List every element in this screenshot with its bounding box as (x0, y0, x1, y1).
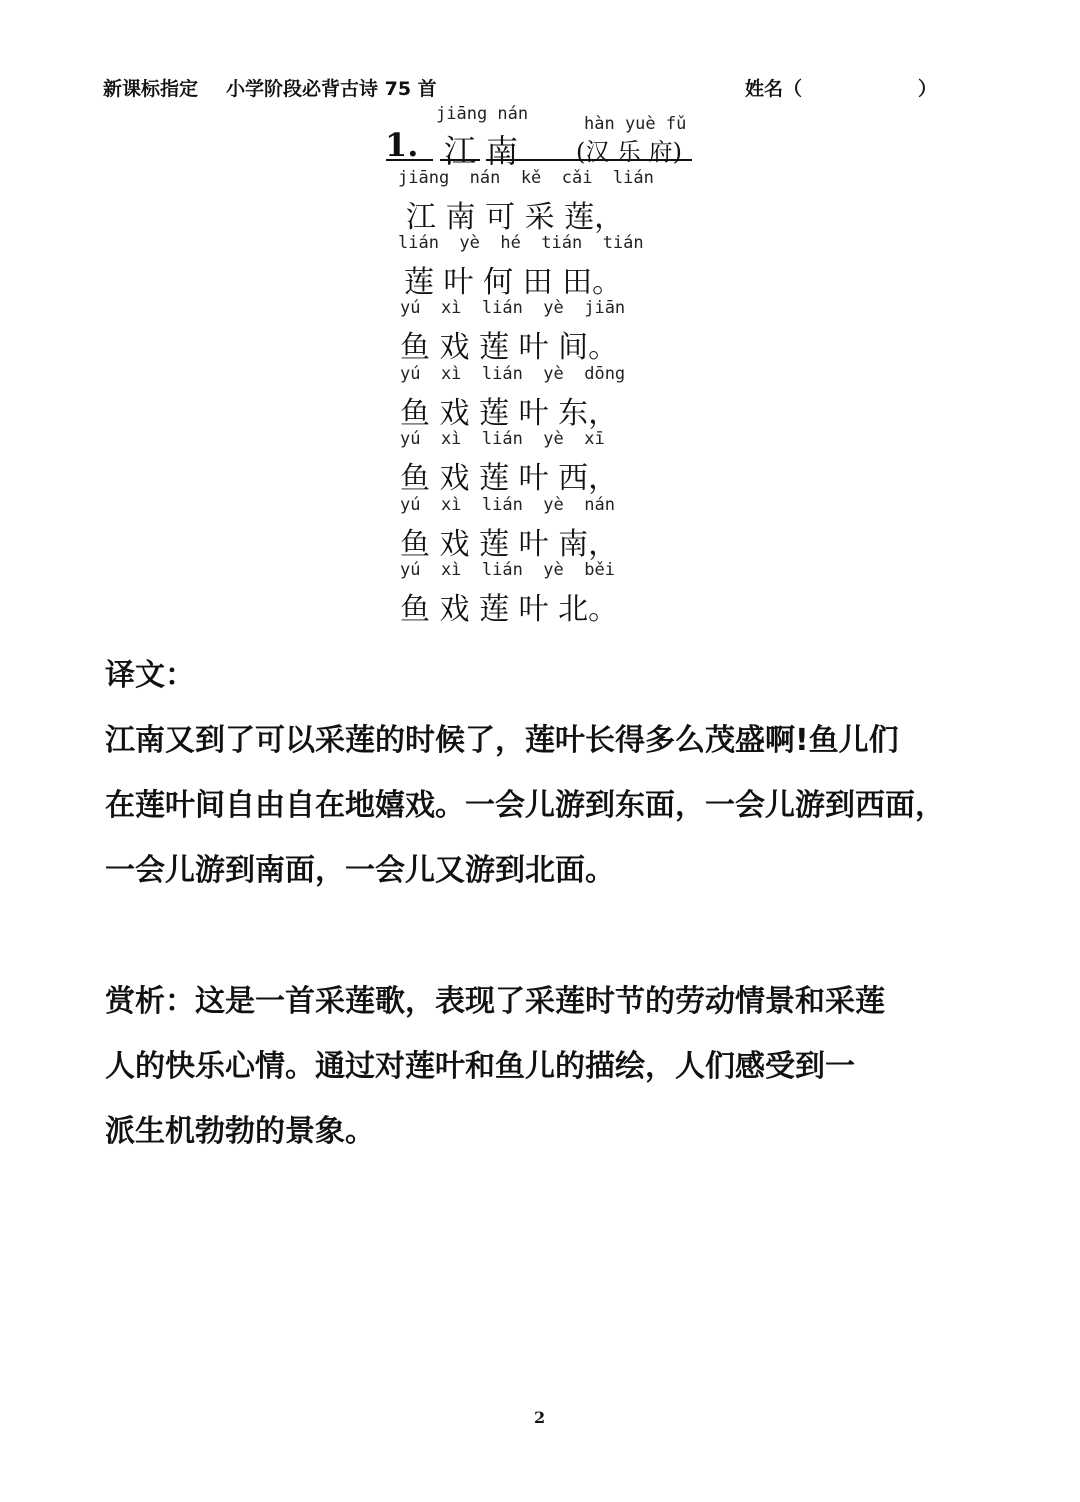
header-title: 小学阶段必背古诗 75 首 (226, 78, 437, 100)
poem-line-pinyin: yú xì lián yè dōng (400, 364, 626, 384)
translation-label: 译文： (105, 658, 195, 693)
poem-line-pinyin: yú xì lián yè běi (400, 560, 615, 580)
title-underline (440, 159, 480, 161)
title-underline (486, 159, 692, 161)
poem-line-pinyin: yú xì lián yè xī (400, 429, 605, 449)
title-underline (386, 159, 433, 161)
poem-author: (汉 乐 府) (576, 138, 682, 166)
poem-line-text: 鱼 戏 莲 叶 间。 (400, 330, 619, 365)
poem-line-pinyin: yú xì lián yè jiān (400, 298, 626, 318)
poem-line-pinyin: lián yè hé tián tián (398, 233, 644, 253)
poem-line-text: 鱼 戏 莲 叶 东， (400, 396, 619, 431)
name-close: ） (918, 78, 938, 100)
poem-line-text: 鱼 戏 莲 叶 西， (400, 461, 619, 496)
poem-line-pinyin: yú xì lián yè nán (400, 495, 615, 515)
name-label: 姓名（ (745, 78, 803, 100)
translation-line: 江南又到了可以采莲的时候了，莲叶长得多么茂盛啊!鱼儿们 (105, 723, 899, 758)
poem-line-text: 莲 叶 何 田 田。 (404, 265, 623, 300)
page-number: 2 (534, 1408, 546, 1427)
poem-line-pinyin: jiāng nán kě cǎi lián (398, 168, 654, 188)
appreciation-line: 赏析：这是一首采莲歌，表现了采莲时节的劳动情景和采莲 (105, 984, 885, 1019)
poem-line-text: 鱼 戏 莲 叶 南， (400, 527, 619, 562)
author-pinyin: hàn yuè fǔ (584, 114, 687, 134)
translation-line: 一会儿游到南面，一会儿又游到北面。 (105, 853, 615, 888)
poem-title: 江 南 (444, 132, 519, 170)
appreciation-line: 派生机勃勃的景象。 (105, 1114, 375, 1149)
title-pinyin: jiāng nán (436, 104, 529, 124)
translation-line: 在莲叶间自由自在地嬉戏。一会儿游到东面，一会儿游到西面， (105, 788, 945, 823)
appreciation-line: 人的快乐心情。通过对莲叶和鱼儿的描绘，人们感受到一 (105, 1049, 855, 1084)
poem-line-text: 鱼 戏 莲 叶 北。 (400, 592, 619, 627)
header-series: 新课标指定 (103, 78, 199, 100)
poem-line-text: 江 南 可 采 莲， (406, 200, 625, 235)
poem-number: 1. (385, 126, 419, 164)
